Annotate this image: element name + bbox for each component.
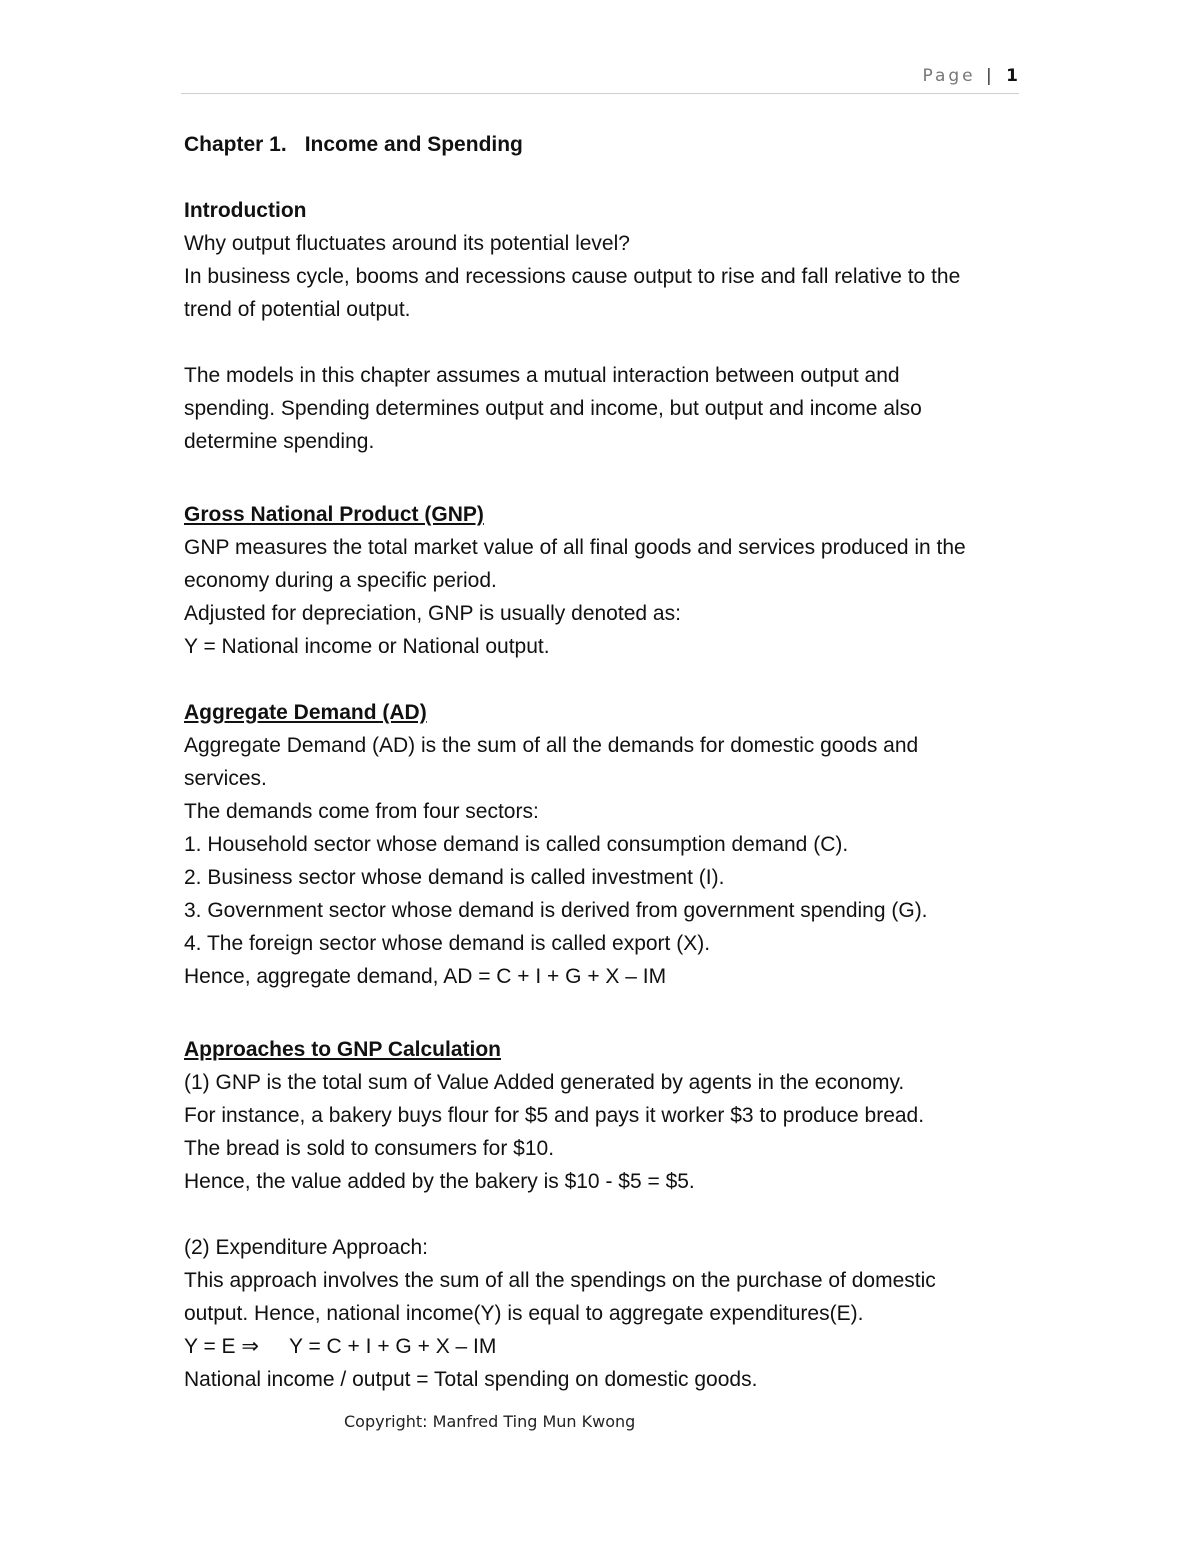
formula-right: Y = C + I + G + X – IM <box>289 1335 497 1358</box>
expenditure-line: This approach involves the sum of all the spendings on the purchase of domestic <box>184 1269 936 1292</box>
page-label: Page <box>922 66 976 86</box>
gnp-line: Adjusted for depreciation, GNP is usually denoted as: <box>184 602 681 625</box>
value-added-line: (1) GNP is the total sum of Value Added generated by agents in the economy. <box>184 1071 905 1094</box>
copyright-footer: Copyright: Manfred Ting Mun Kwong <box>344 1412 636 1431</box>
page-number-header <box>922 66 1018 86</box>
formula-left: Y = E ⇒ <box>184 1335 259 1358</box>
ad-line: 2. Business sector whose demand is called investment (I). <box>184 866 725 889</box>
approaches-heading: Approaches to GNP Calculation <box>184 1038 501 1061</box>
final-line: National income / output = Total spending on domestic goods. <box>184 1368 758 1391</box>
introduction-paragraph-line: spending. Spending determines output and income, but output and income also <box>184 397 922 420</box>
expenditure-formula <box>184 1330 1024 1363</box>
chapter-name: Income and Spending <box>304 133 523 156</box>
ad-formula: Hence, aggregate demand, AD = C + I + G + X – IM <box>184 965 667 988</box>
ad-line: The demands come from four sectors: <box>184 800 539 823</box>
gnp-line: GNP measures the total market value of all final goods and services produced in the <box>184 536 966 559</box>
introduction-paragraph-line: determine spending. <box>184 430 375 453</box>
gnp-line: economy during a specific period. <box>184 569 497 592</box>
ad-heading: Aggregate Demand (AD) <box>184 701 427 724</box>
introduction-line: Why output fluctuates around its potential level? <box>184 232 630 255</box>
ad-line: 4. The foreign sector whose demand is called export (X). <box>184 932 711 955</box>
gnp-line: Y = National income or National output. <box>184 635 550 658</box>
gnp-heading: Gross National Product (GNP) <box>184 503 484 526</box>
introduction-heading: Introduction <box>184 199 307 222</box>
ad-line: services. <box>184 767 267 790</box>
expenditure-line: output. Hence, national income(Y) is equal to aggregate expenditures(E). <box>184 1302 864 1325</box>
value-added-line: For instance, a bakery buys flour for $5 and pays it worker $3 to produce bread. <box>184 1104 925 1127</box>
ad-line: Aggregate Demand (AD) is the sum of all the demands for domestic goods and <box>184 734 919 757</box>
document-body <box>184 128 1024 1396</box>
ad-line: 3. Government sector whose demand is derived from government spending (G). <box>184 899 928 922</box>
introduction-paragraph-line: The models in this chapter assumes a mutual interaction between output and <box>184 364 900 387</box>
value-added-line: Hence, the value added by the bakery is $10 - $5 = $5. <box>184 1170 695 1193</box>
chapter-title <box>184 128 1024 161</box>
header-rule <box>181 93 1019 94</box>
page-number: 1 <box>1006 66 1018 86</box>
introduction-line: trend of potential output. <box>184 298 411 321</box>
chapter-number: Chapter 1. <box>184 133 287 156</box>
ad-line: 1. Household sector whose demand is called consumption demand (C). <box>184 833 849 856</box>
page-separator: | <box>986 66 992 86</box>
value-added-line: The bread is sold to consumers for $10. <box>184 1137 555 1160</box>
expenditure-line: (2) Expenditure Approach: <box>184 1236 428 1259</box>
introduction-line: In business cycle, booms and recessions cause output to rise and fall relative to the <box>184 265 961 288</box>
